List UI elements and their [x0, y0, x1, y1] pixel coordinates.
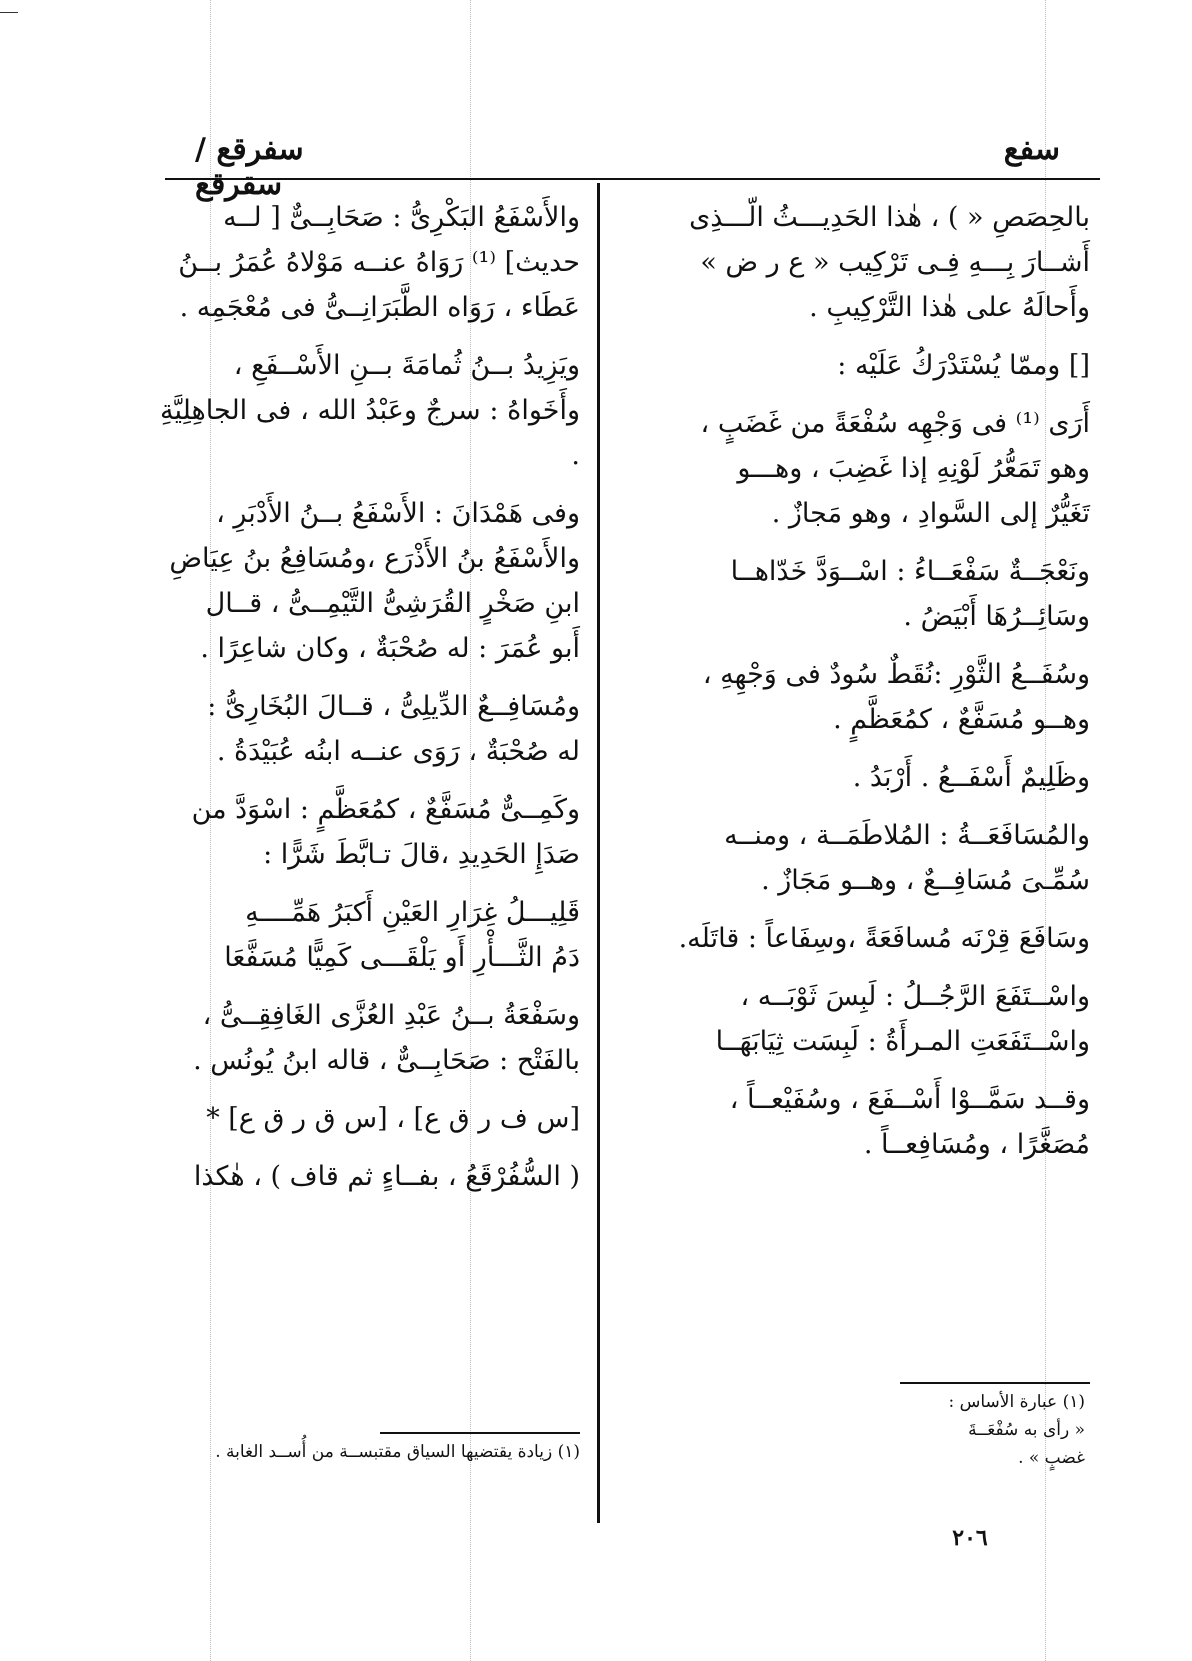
paragraph: [160, 890, 580, 980]
text-line: أَشــارَ بِـــهِ فِـى تَرْكِيب « ع ر ض »: [700, 247, 1090, 278]
text-line: وظَلِيمٌ أَسْفَــعُ . أَرْبَدُ .: [852, 762, 1090, 793]
text-line: وقــد سَمَّــوْا أَسْــفَعَ ، وسُفَيْعــاً ،: [729, 1084, 1090, 1115]
text-line: بالحِصَصِ « ) ، هٰذا الحَدِيـــثُ الّـــذِى: [689, 202, 1090, 233]
text-line: ونَعْجَــةٌ سَفْعَــاءُ : اسْــوَدَّ خَدّاهــا: [730, 556, 1090, 587]
text-line: له صُحْبَةٌ ، رَوَى عنــه ابنُه عُبَيْدَةُ .: [216, 736, 580, 767]
text-line: والأَسْفَعُ البَكْرِىُّ : صَحَابِــىٌّ [ لــه: [223, 202, 580, 233]
footnote-rule-right: [900, 1382, 1090, 1384]
footnote-right: [935, 1388, 1085, 1472]
text-line: والأَسْفَعُ بنُ الأَذْرَع ،ومُسَافِعُ بنُ عِيَاضِ: [169, 543, 580, 574]
left-column: [160, 195, 580, 1212]
text-line: وسَائِــرُهَا أَبْيَضُ .: [903, 601, 1090, 632]
scan-edge-mark: [0, 12, 18, 13]
text-line: حديث] ⁽¹⁾ رَوَاهُ عنــه مَوْلاهُ عُمَرُ بــنُ: [178, 247, 580, 278]
text-line: عَطَاء ، رَوَاه الطَّبَرَانِــىُّ فى مُعْجَمِه .: [179, 292, 580, 323]
footnote-line: غضبٍ » .: [1018, 1448, 1085, 1468]
footnote-rule-left: [380, 1432, 580, 1434]
text-line: [س ف ر ق ع] ، [س ق ر ق ع] *: [206, 1103, 580, 1134]
text-line: [] وممّا يُسْتَدْرَكُ عَلَيْه :: [837, 350, 1090, 381]
text-line: أَرَى ⁽¹⁾ فى وَجْهِه سُفْعَةً من غَضَبٍ ،: [700, 408, 1090, 439]
text-line: واسْــتَفَعَتِ المـرأَةُ : لَبِسَت ثِيَابَهَــا: [715, 1026, 1090, 1057]
paragraph: [630, 401, 1090, 536]
paragraph: [160, 684, 580, 774]
paragraph: [160, 491, 580, 671]
column-divider: [597, 183, 600, 1523]
text-line: تَغَيُّرٌ إلى السَّوادِ ، وهو مَجازٌ .: [771, 498, 1090, 529]
text-line: وسُفَــعُ الثَّوْرِ :نُقَطٌ سُودٌ فى وَجْهِهِ ،: [702, 659, 1090, 690]
header-entry-left: سفرقع / سقرقع: [195, 132, 304, 202]
paragraph: [630, 343, 1090, 388]
text-line: صَدَإِ الحَدِيدِ ،قالَ تـابَّطَ شَرًّا :: [263, 839, 580, 870]
text-line: وفى هَمْدَانَ : الأَسْفَعُ بــنُ الأَدْبَرِ ،: [216, 498, 580, 529]
paragraph: [630, 916, 1090, 961]
paragraph: [160, 1154, 580, 1199]
text-line: ويَزِيدُ بــنُ ثُمامَةَ بــنِ الأَسْــفَعِ ،: [233, 350, 580, 381]
header-entry-right: سفع: [1003, 132, 1060, 167]
paragraph: [160, 343, 580, 478]
text-line: بالفَتْح : صَحَابِــىٌّ ، قاله ابنُ يُونُس .: [193, 1045, 580, 1076]
footnote-line: (١) عبارة الأساس : « رأى به سُفْعَــةَ: [948, 1392, 1085, 1440]
paragraph: [630, 1077, 1090, 1167]
text-line: ومُسَافِــعٌ الدِّيلِىُّ ، قــالَ البُخَارِىُّ :: [207, 691, 580, 722]
text-line: مُصَغَّرًا ، ومُسَافِعــاً .: [863, 1129, 1090, 1160]
text-line: وأَخَواهُ : سرجٌ وعَبْدُ الله ، فى الجاهِلِيَّةِ .: [160, 395, 580, 471]
text-line: واسْــتَفَعَ الرَّجُــلُ : لَبِسَ ثَوْبَــه ،: [740, 981, 1090, 1012]
text-line: قَلِيـــلُ غِرَارِ العَيْنِ أَكبَرُ هَمِّــــهِ: [245, 897, 580, 928]
paragraph: [160, 993, 580, 1083]
text-line: وهو تَمَعُّرُ لَوْنِهِ إذا غَضِبَ ، وهـــو: [737, 453, 1090, 484]
text-line: دَمُ الثَّـــأْرِ أَو يَلْقَـــى كَمِيًّا مُسَفَّعَا: [224, 942, 580, 973]
text-line: وسَفْعَةُ بــنُ عَبْدِ العُزَّى الغَافِقِــىُّ ،: [202, 1000, 580, 1031]
paragraph: [630, 974, 1090, 1064]
footnote-left: (١) زيادة يقتضيها السياق مقتبســة من أُســد الغابة .: [215, 1442, 580, 1462]
text-line: وكَمِــىٌّ مُسَفَّعٌ ، كمُعَظَّمٍ : اسْوَدَّ من: [191, 794, 580, 825]
text-line: ( السُّفُرْقَعُ ، بفــاءٍ ثم قاف ) ، هٰكذا: [193, 1161, 580, 1192]
text-line: وأَحالَهُ على هٰذا التَّرْكِيبِ .: [809, 292, 1090, 323]
header-rule: [165, 178, 1100, 180]
right-column: [630, 195, 1090, 1180]
paragraph: [630, 813, 1090, 903]
paragraph: [160, 1096, 580, 1141]
text-line: سُمِّـىَ مُسَافِــعٌ ، وهــو مَجَازٌ .: [761, 865, 1090, 896]
paragraph: [630, 755, 1090, 800]
page-number: ٢٠٦: [952, 1525, 988, 1551]
paragraph: [630, 652, 1090, 742]
text-line: وسَافَعَ قِرْنَه مُسافَعَةً ،وسِفَاعاً : قاتَلَه.: [678, 923, 1090, 954]
paragraph: [630, 195, 1090, 330]
text-line: ابنِ صَخْرٍ القُرَشِىُّ التَّيْمِــىُّ ، قــال: [205, 588, 580, 619]
paragraph: [160, 195, 580, 330]
paragraph: [160, 787, 580, 877]
paragraph: [630, 549, 1090, 639]
text-line: أَبو عُمَرَ : له صُحْبَةٌ ، وكان شاعِرًا .: [200, 633, 580, 664]
text-line: وهــو مُسَفَّعٌ ، كمُعَظَّمٍ .: [833, 704, 1090, 735]
text-line: والمُسَافَعَــةُ : المُلاطَمَــة ، ومنــه: [724, 820, 1090, 851]
